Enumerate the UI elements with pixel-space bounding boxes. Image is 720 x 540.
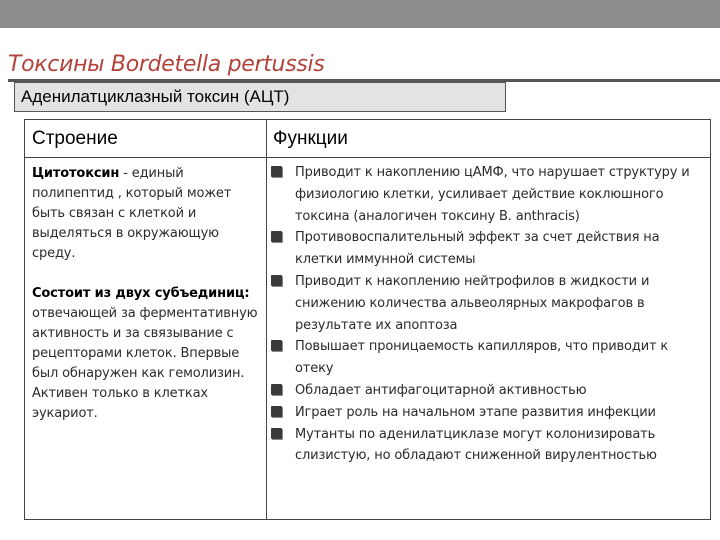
function-text: Повышает проницаемость капилляров, что приводит к отеку: [295, 339, 669, 377]
functions-list: [270, 162, 706, 467]
header-structure: Строение: [32, 128, 118, 149]
list-item: [270, 380, 706, 402]
function-text: Обладает антифагоцитарной активностью: [295, 382, 587, 398]
structure-text-2: отвечающей за ферментативную активность и за связывание с рецепторами клеток. Впервые был обнаружен как гемолизин. Активен только в клетках эукариот.: [32, 306, 258, 421]
top-bar: [0, 0, 720, 28]
header-functions: Функции: [273, 128, 348, 149]
square-bullet-icon: [271, 275, 282, 286]
square-bullet-icon: [271, 406, 282, 417]
structure-text-1: - единый полипептид , который может быть связан с клеткой и выделяться в окружающую среду.: [32, 166, 232, 261]
column-divider: [266, 120, 267, 519]
square-bullet-icon: [271, 231, 282, 242]
list-item: [270, 402, 706, 424]
cytotoxin-label: Цитотоксин: [32, 166, 120, 181]
list-item: [270, 227, 706, 271]
list-item: [270, 162, 706, 227]
subtitle-box: Аденилатциклазный токсин (АЦТ): [14, 82, 506, 112]
structure-paragraph-1: [32, 164, 264, 264]
list-item: [270, 271, 706, 336]
square-bullet-icon: [271, 166, 282, 177]
function-text: Играет роль на начальном этапе развития инфекции: [295, 404, 656, 420]
subunits-label: Состоит из двух субъединиц:: [32, 286, 250, 301]
function-text: Противовоспалительный эффект за счет действия на клетки иммунной системы: [295, 230, 660, 268]
square-bullet-icon: [271, 384, 282, 395]
function-text: Мутанты по аденилатциклазе могут колонизировать слизистую, но обладают сниженной вирулентностью: [295, 426, 657, 464]
square-bullet-icon: [271, 428, 282, 439]
list-item: [270, 424, 706, 468]
structure-paragraph-2: [32, 284, 264, 424]
slide-title: Токсины Bordetella pertussis: [8, 52, 325, 77]
square-bullet-icon: [271, 340, 282, 351]
structure-column: [32, 164, 264, 444]
header-divider: [25, 157, 710, 158]
list-item: [270, 336, 706, 380]
content-table: [24, 119, 711, 520]
function-text: Приводит к накоплению цАМФ, что нарушает структуру и физиологию клетки, усиливает действие коклюшного токсина (аналогичен токсину B. anthracis): [295, 165, 690, 224]
function-text: Приводит к накоплению нейтрофилов в жидкости и снижению количества альвеолярных макрофагов в результате их апоптоза: [295, 273, 650, 333]
